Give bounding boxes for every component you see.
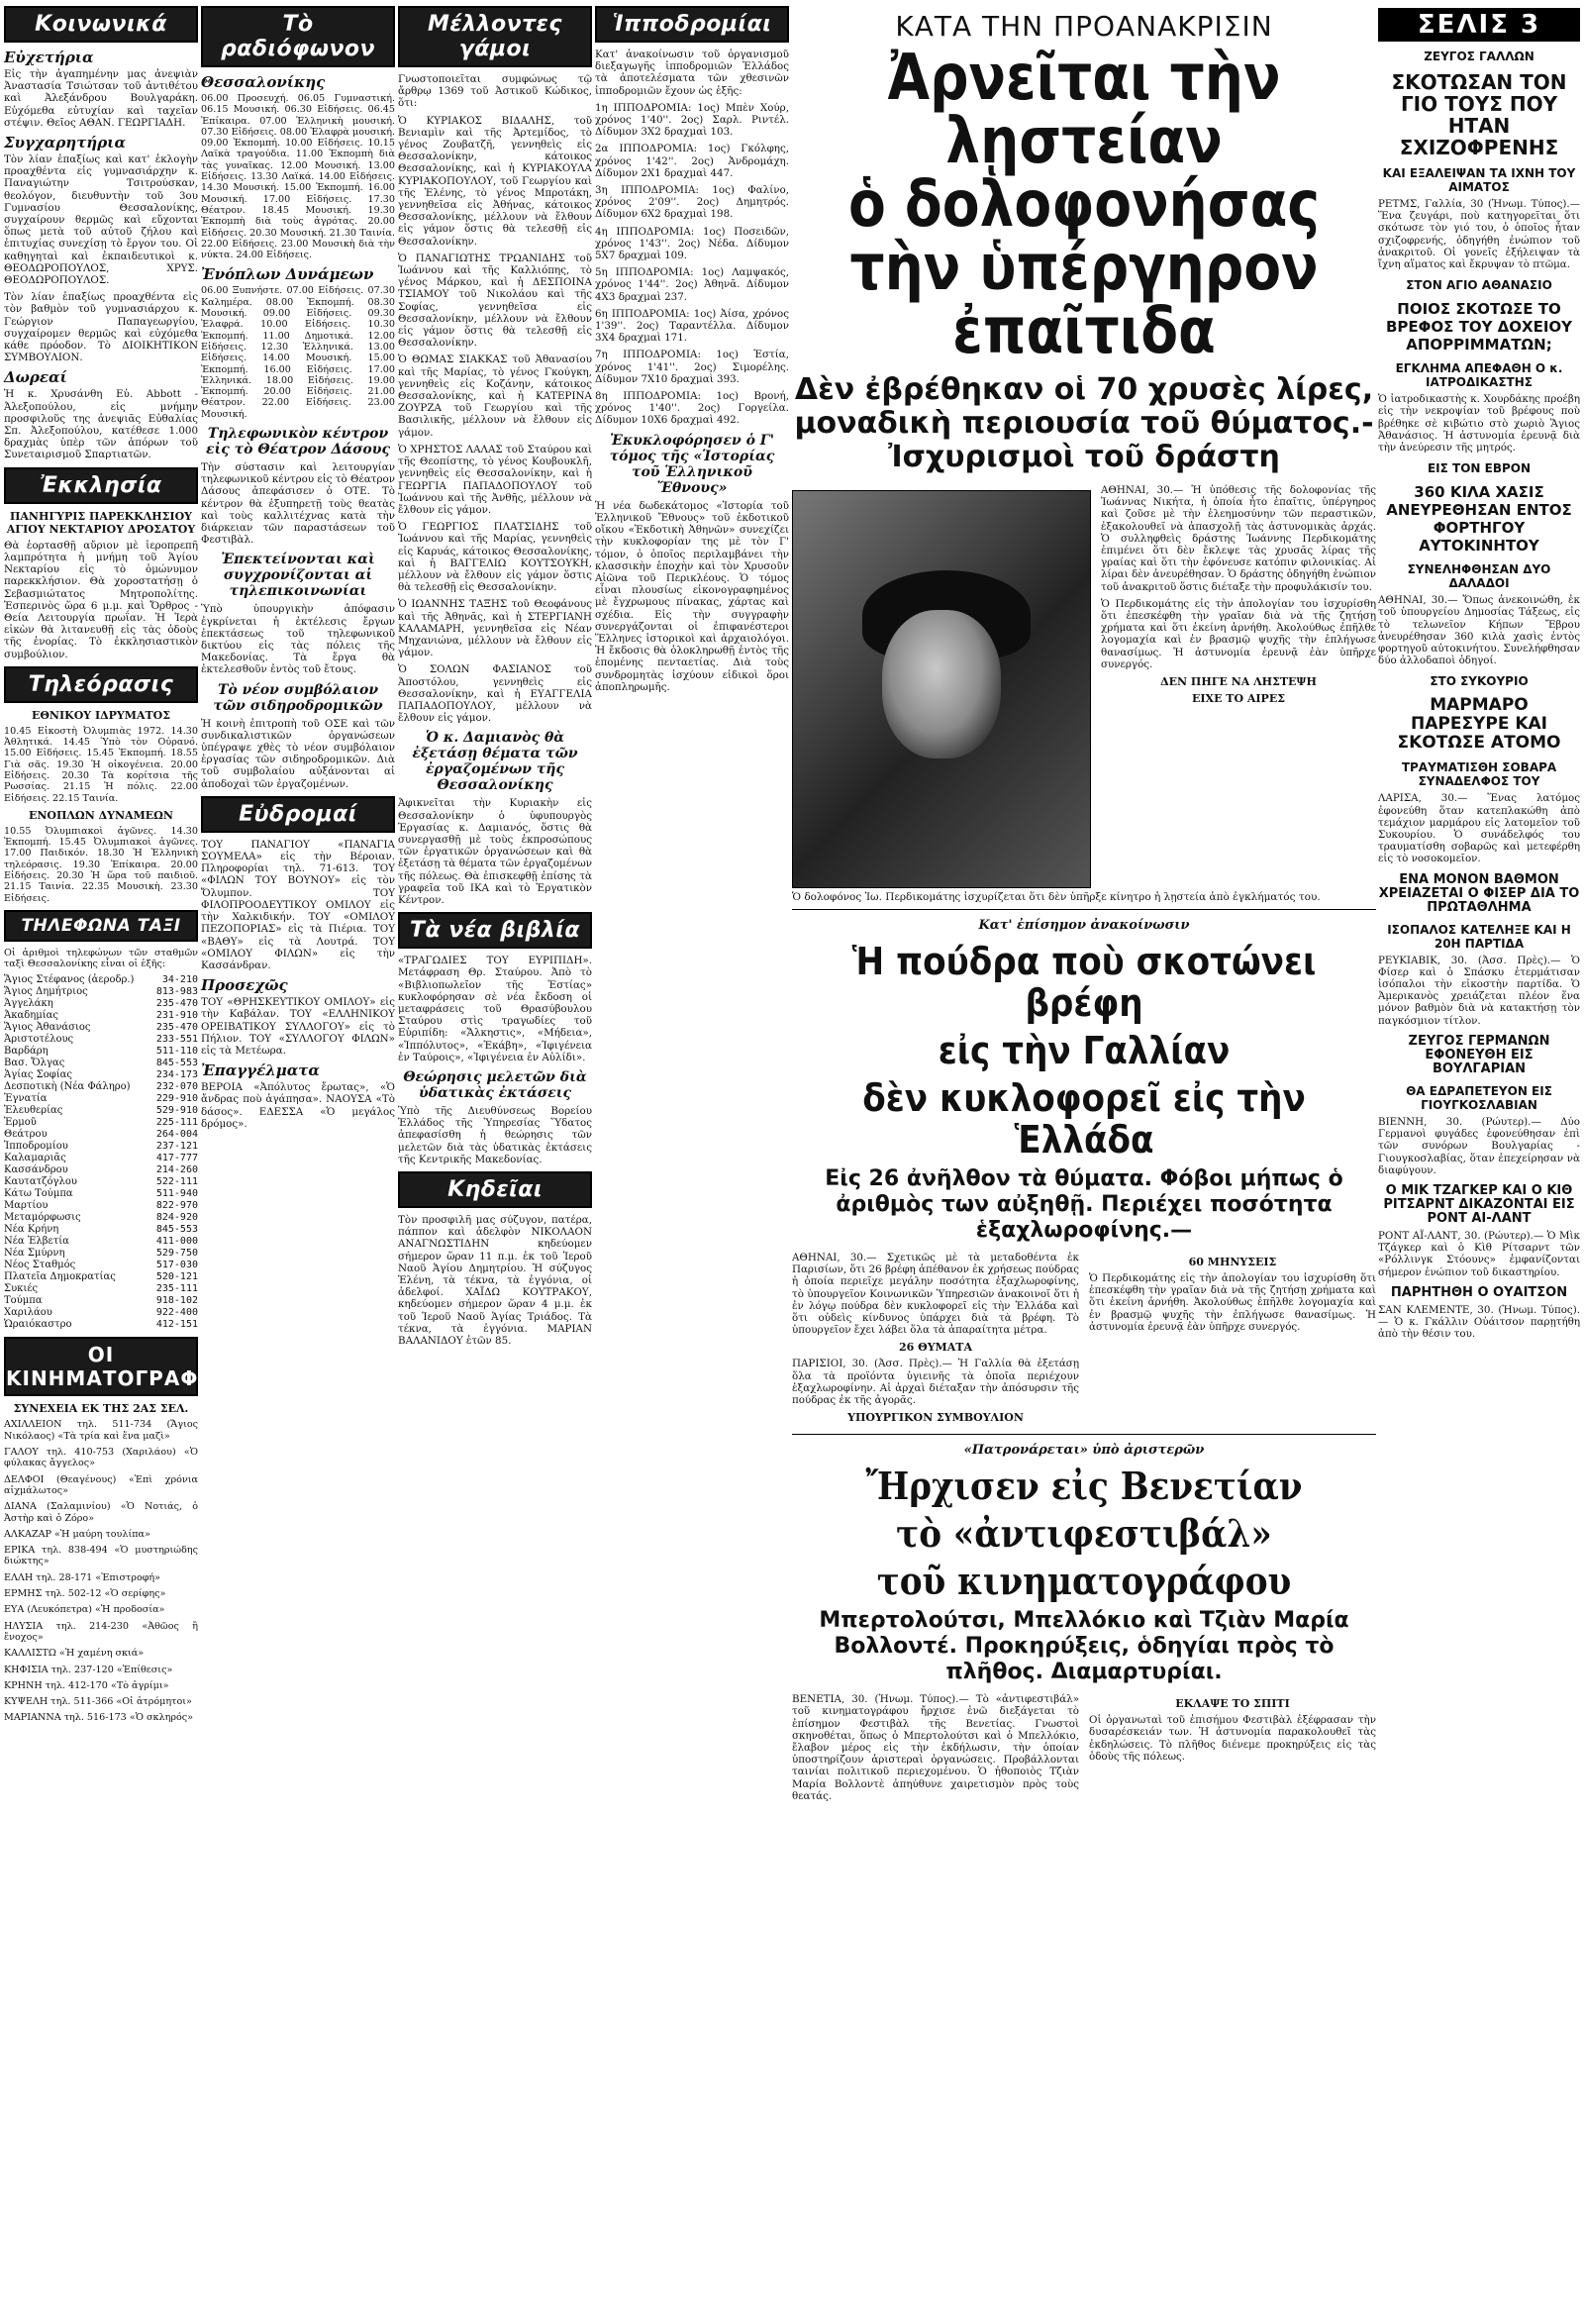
brief1-sub: ΚΑΙ ΕΞΑΛΕΙΨΑΝ ΤΑ ΙΧΝΗ ΤΟΥ ΑΙΜΑΤΟΣ [1382,166,1576,194]
article-title-telecom: Ἐπεκτείνονται καὶ συγχρονίζονται αἱ τηλεπικοινωνίαι [221,552,375,600]
taxi-phone: 235-470 [155,998,198,1010]
brief7-headline: Ο ΜΙΚ ΤΖΑΓΚΕΡ ΚΑΙ Ο ΚΙΘ ΡΙΤΣΑΡΝΤ ΔΙΚΑΖΟΝΤΑΙ ΕΙΣ ΡΟΝΤ ΑΙ-ΛΑΝΤ [1383,1182,1575,1226]
taxi-station: Ἄγιος Δημήτριος [4,986,88,998]
section-header-radio: Τὸ ραδιόφωνον [201,6,395,67]
section-header-cinema: ΟΙ ΚΙΝΗΜΑΤΟΓΡΑΦΟΙ [4,1337,198,1396]
taxi-row [4,1105,198,1117]
taxi-row [4,1153,198,1164]
taxi-row [4,1046,198,1058]
venice-headline-line-3: τοῦ κινηματογράφου [876,1559,1292,1604]
wedding-notice: Ὁ ΠΑΝΑΓΙΩΤΗΣ ΤΡΩΑΝΙΔΗΣ τοῦ Ἰωάννου καὶ τῆς Καλλιόπης, τὸ γένος Μάρκου, καὶ ἡ ΔΕΣΠΟΙΝΑ ΤΣΙΑΜΟΥ τοῦ Νικολάου καὶ τῆς Σοφίας, γεννηθεῖσα εἰς Θεσσαλονίκην, μέλλουν νὰ ἔλθουν εἰς γάμον ὅστις θὰ τελεσθῇ εἰς Θεσσαλονίκην. [398,252,592,350]
taxi-phone: 918-102 [155,1295,198,1307]
races-list [595,102,789,427]
brief3-headline: 360 ΚΙΛΑ ΧΑΣΙΣ ΑΝΕΥΡΕΘΗΣΑΝ ΕΝΤΟΣ ΦΟΡΤΗΓΟΥ ΑΥΤΟΚΙΝΗΤΟΥ [1386,483,1572,556]
taxi-station: Ἁγίας Σοφίας [4,1069,73,1081]
cinema-listing: ΔΕΛΦΟΙ (Θεαγένους) «Ἐπὶ χρόνια αἰχμάλωτος» [4,1473,198,1496]
subheading-syncharitiria: Συγχαρητήρια [4,134,126,152]
taxi-phone: 824-920 [155,1212,198,1224]
taxi-station: Θεάτρου [4,1129,48,1141]
taxi-phone: 845-553 [155,1224,198,1236]
powder-subhead-victims: 26 ΘΥΜΑΤΑ [898,1341,972,1355]
section-header-vivlia: Τὰ νέα βιβλία [398,912,592,949]
wedding-notice: Ὁ ΚΥΡΙΑΚΟΣ ΒΙΔΑΛΗΣ, τοῦ Βενιαμὶν καὶ τῆς Ἀρτεμίδος, τὸ γένος Ζουβατζῆ, γεννηθεὶς εἰς Θεσσαλονίκην, κάτοικος Θεσσαλονίκης, καὶ ἡ ΚΥΡΙΑΚΟΥΛΑ ΚΥΡΙΑΚΟΠΟΥΛΟΥ, τοῦ Γεωργίου καὶ τῆς Ἑλένης, τὸ γένος Μπροτάκη, γεννηθεῖσα εἰς Ἀθήνας, κάτοικος Θεσσαλονίκης, μέλλουν νὰ ἔλθουν εἰς γάμον ὅστις θὰ τελεσθῇ εἰς Θεσσαλονίκην. [398,114,592,248]
taxi-phone: 235-470 [155,1022,198,1034]
taxi-station: Τούμπα [4,1295,43,1307]
brief5-text: ΡΕΥΚΙΑΒΙΚ, 30. (Ἀσσ. Πρὲς).— Ὁ Φίσερ καὶ ὁ Σπάσκυ ἐτερμάτισαν ἰσόπαλοι τὴν εἰκοστὴν παρτίδα. Ὁ Ἀμερικανὸς χρειάζεται πλέον ἕνα μόνον βαθμὸν διὰ νὰ κατακτήσῃ τὸν παγκόσμιον τίτλον. [1378,954,1580,1027]
lead-headline-line-2: ὁ δολοφονήσας [847,168,1321,242]
race-result: 2α ΙΠΠΟΔΡΟΜΙΑ: 1ος) Γκόλφης, χρόνος 1'42''. 2ος) Ἀνδρομάχη. Δίδυμον 2Χ1 δραχμαὶ 447. [595,143,789,179]
powder-col-right [1089,1252,1376,1428]
race-result: 6η ΙΠΠΟΔΡΟΜΙΑ: 1ος) Ἀίσα, χρόνος 1'39''. 2ος) Ταραντέλλα. Δίδυμον 3Χ4 δραχμαὶ 171. [595,307,789,345]
taxi-row [4,1081,198,1093]
text-syncharitiria: Τὸν λίαν ἐπαξίως καὶ κατ' ἐκλογὴν προαχθέντα εἰς γυμνασιάρχην κ. Παναγιώτην Τσιτρούσκαν, θεολόγον, διευθυντὴν τοῦ 3ου Γυμνασίου Θεσσαλονίκης, συγχαίρουν θερμῶς καὶ εὔχονται ὅπως μετὰ τοῦ αὐτοῦ ζήλου καὶ ἐπιτυχίας συνεχίσῃ τὸ ἔργον του. Οἱ καθηγηταὶ καὶ ἐκπαιδευτικοὶ κ. ΘΕΟΔΩΡΟΠΟΥΛΟΣ, ΧΡΥΣ. ΘΕΟΔΩΡΟΠΟΥΛΟΣ. [4,153,198,287]
taxi-station: Νέος Σταθμός [4,1260,76,1271]
race-result: 3η ΙΠΠΟΔΡΟΜΙΑ: 1ος) Φαλίνο, χρόνος 2'09''. 2ος) Δημητρός. Δίδυμον 6Χ2 δραχμαὶ 198. [595,184,789,221]
taxi-row [4,1307,198,1319]
taxi-station: Ἅγιος Ἀθανάσιος [4,1022,91,1034]
brief1-headline: ΣΚΟΤΩΣΑΝ ΤΟΝ ΓΙΟ ΤΟΥΣ ΠΟΥ ΗΤΑΝ ΣΧΙΖΟΦΡΕΝΗΣ [1391,70,1567,159]
radio-subheading-1: Θεσσαλονίκης [201,73,326,91]
taxi-phone: 813-983 [155,986,198,998]
taxi-row [4,1224,198,1236]
taxi-row [4,1188,198,1200]
taxi-list [4,974,198,1331]
article-text-telecom: Ὑπὸ ὑπουργικὴν ἀπόφασιν ἐγκρίνεται ἡ ἐκτέλεσις ἔργων ἐπεκτάσεως τοῦ τηλεφωνικοῦ δικτύου εἰς τὰς πόλεις τῆς Μακεδονίας. Τὰ ἔργα θὰ ἐκτελεσθοῦν ἐντὸς τοῦ ἔτους. [201,603,395,676]
brief3-text: ΑΘΗΝΑΙ, 30.— Ὅπως ἀνεκοινώθη, ἐκ τοῦ ὑπουργείου Δημοσίας Τάξεως, εἰς τὸ τελωνεῖον Κήπων Ἔβρου ἀνευρέθησαν 360 κιλὰ χασὶς ἐντὸς φορτηγοῦ αὐτοκινήτου. Συνελήφθησαν δύο ἀλλοδαποὶ ὁδηγοί. [1378,594,1580,667]
radio-program-1: 06.00 Προσευχή. 06.05 Γυμναστική. 06.15 Μουσική. 06.30 Εἰδήσεις. 06.45 Ἐπίκαιρα. 07.00 Ἑλληνικὴ μουσική. 07.30 Εἰδήσεις. 08.00 Ἐλαφρὰ μουσική. 09.00 Ἐκπομπή. 10.00 Εἰδήσεις. 10.15 Λαϊκὰ τραγούδια. 11.00 Ἐκπομπὴ διὰ τὰς γυναῖκας. 12.00 Μουσική. 13.00 Εἰδήσεις. 13.30 Λαϊκά. 14.00 Εἰδήσεις. 14.30 Μουσική. 15.00 Ἐκπομπή. 16.00 Μουσική. 17.00 Εἰδήσεις. 17.30 Θέατρον. 18.45 Μουσική. 19.30 Ἐκπομπὴ διὰ τοὺς ἀγρότας. 20.00 Εἰδήσεις. 20.30 Μουσική. 21.30 Ταινία. 22.00 Εἰδήσεις. 23.00 Μουσικὴ διὰ τὴν νύκτα. 24.00 Εἰδήσεις. [201,93,395,261]
cinema-listing: ΔΙΑΝΑ (Σαλαμινίου) «Ὁ Νοτιάς, ὁ Ἀστὴρ καὶ ὁ Ζόρο» [4,1501,198,1524]
article-title-telephone-center: Τηλεφωνικὸν κέντρον εἰς τὸ Θέατρον Δάσους [206,426,390,458]
text-ekklisia: Θὰ ἑορτασθῇ αὔριον μὲ ἱεροπρεπῆ λαμπρότητα ἡ μνήμη τοῦ Ἁγίου Νεκταρίου εἰς τὸ ὁμώνυμον παρεκκλήσιον. Θὰ χοροστατήσῃ ὁ Σεβασμιώτατος Μητροπολίτης. Ἑσπερινὸς ὥρα 6 μ.μ. καὶ Ὄρθρος - Θεία Λειτουργία πρωΐαν. Ἡ Ἱερὰ εἰκὼν θὰ λιτανευθῇ εἰς τὰς ὁδοὺς τῆς ἐνορίας. Τὸ ἐκκλησιαστικὸν συμβούλιον. [4,539,198,660]
venice-label: «Πατρονάρεται» ὑπὸ ἀριστερῶν [963,1443,1205,1459]
cinema-listing: ΕΡΜΗΣ τηλ. 502-12 «Ὁ σερίφης» [4,1588,166,1600]
taxi-phone: 517-030 [155,1260,198,1271]
taxi-station: Ἐγνατία [4,1093,48,1105]
tv-subheading-1: ΕΘΝΙΚΟΥ ΙΔΡΥΜΑΤΟΣ [31,708,171,722]
page-number-logo: ΣΕΛΙΣ 3 [1378,8,1580,42]
taxi-row [4,1236,198,1248]
taxi-station: Ὡραιόκαστρο [4,1319,72,1331]
article-title-melete: Θεώρησις μελετῶν διὰ ὑδατικὰς ἐκτάσεις [403,1069,587,1102]
taxi-phone: 411-000 [155,1236,198,1248]
powder-headline-line-3: δὲν κυκλοφορεῖ εἰς τὴν Ἑλλάδα [862,1076,1306,1162]
column-3 [398,0,592,2324]
brief2-sub: ΕΓΚΛΗΜΑ ΑΠΕΦΑΘΗ Ο κ. ΙΑΤΡΟΔΙΚΑΣΤΗΣ [1395,361,1563,390]
photo-caption: Ὁ δολοφόνος Ἰω. Περδικομάτης ἰσχυρίζεται ὅτι δὲν ὑπῆρξε κίνητρο ἡ λῃστεία ἀπὸ ἐγκλήματός του. [792,891,1321,903]
brief4-sub: ΤΡΑΥΜΑΤΙΣΘΗ ΣΟΒΑΡΑ ΣΥΝΑΔΕΛΦΟΣ ΤΟΥ [1401,760,1557,789]
powder-headline-line-2: εἰς τὴν Γαλλίαν [938,1029,1231,1072]
taxi-phone: 822-970 [155,1200,198,1212]
taxi-row [4,1034,198,1046]
lead-deck: Δὲν ἐβρέθηκαν οἱ 70 χρυσὲς λίρες, μοναδικὴ περιουσία τοῦ θύματος.- Ἰσχυρισμοὶ τοῦ δράστη [794,372,1374,474]
race-result: 1η ΙΠΠΟΔΡΟΜΙΑ: 1ος) Μπὲν Χούρ, χρόνος 1'40''. 2ος) Σαρλ. Ριντέλ. Δίδυμον 3Χ2 δραχμαὶ 103. [595,101,789,139]
section-header-tileorasis: Τηλεόρασις [4,666,198,703]
taxi-row [4,1200,198,1212]
article-text-damianos: Ἀφικνεῖται τὴν Κυριακὴν εἰς Θεσσαλονίκην ὁ ὑφυπουργὸς Ἐργασίας κ. Δαμιανός, ὅστις θὰ συνεργασθῇ μὲ τοὺς ἐκπροσώπους τῶν ἐργατικῶν ὀργανώσεων καὶ θὰ ἐξετάσῃ τὰ θέματα τῶν ἐργαζομένων τῆς πόλεως. Θὰ ἐπισκεφθῇ ἐπίσης τὰ γραφεῖα τοῦ ΙΚΑ καὶ τὸ Ἐργατικὸν Κέντρον. [398,797,592,906]
taxi-row [4,998,198,1010]
column-2 [201,0,395,2324]
wedding-notice: Ὁ ΣΟΛΩΝ ΦΑΣΙΑΝΟΣ τοῦ Ἀποστόλου, γεννηθεὶς εἰς Θεσσαλονίκην, καὶ ἡ ΕΥΑΓΓΕΛΙΑ ΠΑΠΑΔΟΠΟΥΛΟΥ, μέλλουν νὰ ἔλθουν εἰς γάμον. [398,663,592,725]
taxi-station: Χαριλάου [4,1307,52,1319]
cinema-listing: ΜΑΡΙΑΝΝΑ τηλ. 516-173 «Ὁ σκληρός» [4,1712,194,1724]
cinema-listing: ΚΗΦΙΣΙΑ τηλ. 237-120 «Ἐπίθεσις» [4,1664,173,1675]
taxi-row [4,1212,198,1224]
taxi-station: Νέα Κρήνη [4,1224,59,1236]
taxi-station: Καυτατζόγλου [4,1176,77,1188]
tv-subheading-2: ΕΝΟΠΛΩΝ ΔΥΝΑΜΕΩΝ [28,808,173,822]
lead-subhead-1: ΔΕΝ ΠΗΓΕ ΝΑ ΛΗΣΤΕΨΗ [1160,675,1317,689]
brief2-headline: ΠΟΙΟΣ ΣΚΟΤΩΣΕ ΤΟ ΒΡΕΦΟΣ ΤΟΥ ΔΟΧΕΙΟΥ ΑΠΟΡΡΙΜΜΑΤΩΝ; [1385,300,1573,354]
text-prosechos: ΤΟΥ «ΘΡΗΣΚΕΥΤΙΚΟΥ ΟΜΙΛΟΥ» εἰς τὴν Καβάλαν. ΤΟΥ «ΕΛΛΗΝΙΚΟΥ ΟΡΕΙΒΑΤΙΚΟΥ ΣΥΛΛΟΓΟΥ» εἰς τὸ Πήλιον. ΤΟΥ «ΣΥΛΛΟΓΟΥ ΦΙΛΩΝ» εἰς τὰ Μετέωρα. [201,996,395,1057]
taxi-phone: 845-553 [155,1058,198,1069]
taxi-station: Ἅγιος Στέφανος (ἀεροδρ.) [4,974,135,986]
taxi-row [4,1069,198,1081]
section-header-ippodromiai: Ἱπποδρομίαι [595,6,789,43]
taxi-phone: 417-777 [155,1153,198,1164]
article-text-istoria: Ἡ νέα δωδεκάτομος «Ἱστορία τοῦ Ἑλληνικοῦ Ἔθνους» τοῦ ἐκδοτικοῦ οἴκου «Ἐκδοτικὴ Ἀθηνῶν» συνεχίζει τὴν κυκλοφορίαν της μὲ τὸν Γ' τόμον, ὁ ὁποῖος περιλαμβάνει τὴν κλασσικὴν ἐποχὴν καὶ τὸν Χρυσοῦν Αἰῶνα τοῦ Περικλέους. Ὁ τόμος εἶναι πλουσίως εἰκονογραφημένος μὲ ἔγχρωμους πίνακας, χάρτας καὶ σχέδια. Εἰς τὴν συγγραφὴν συνεργάζονται οἱ ἐπιφανέστεροι Ἕλληνες ἱστορικοὶ καὶ ἀρχαιολόγοι. Ἡ ἔκδοσις θὰ ὁλοκληρωθῇ ἐντὸς τῆς ἑπομένης πενταετίας. Διὰ τοὺς συνδρομητὰς ἰσχύουν εἰδικοὶ ὅροι ἀποπληρωμῆς. [595,499,789,693]
brief1-text: ΡΕΤΜΣ, Γαλλία, 30 (Ἡνωμ. Τύπος).— Ἕνα ζευγάρι, ποὺ κατηγορεῖται ὅτι σκότωσε τὸν γιό του, ὁ ὁποῖος ἦταν σχιζοφρενής, ὁδηγήθη ἐνώπιον τοῦ ἀνακριτοῦ. Οἱ γονεῖς ἐξήλειψαν τὰ ἴχνη αἵματος καὶ ἔκρυψαν τὸ πτῶμα. [1378,198,1580,271]
wedding-notice: Ὁ ΧΡΗΣΤΟΣ ΛΑΛΑΣ τοῦ Σταύρου καὶ τῆς Θεοπίστης, τὸ γένος Κουβουκλῆ, γεννηθεὶς εἰς Θεσσαλονίκην, καὶ ἡ ΓΕΩΡΓΙΑ ΠΑΠΑΔΟΠΟΥΛΟΥ τοῦ Ἰωάννου καὶ τῆς Ἀνθῆς, μέλλουν νὰ ἔλθουν εἰς γάμον. [398,443,592,516]
race-result: 7η ΙΠΠΟΔΡΟΜΙΑ: 1ος) Ἑστία, χρόνος 1'41''. 2ος) Σιμορέλης. Δίδυμον 7Χ10 δραχμαὶ 393. [595,349,789,385]
taxi-row [4,1117,198,1129]
taxi-station: Βασ. Ὄλγας [4,1058,65,1069]
taxi-station: Κασσάνδρου [4,1164,68,1176]
lead-right-text [1101,484,1376,888]
taxi-phone: 214-260 [155,1164,198,1176]
taxi-phone: 233-551 [155,1034,198,1046]
lead-subhead-2: ΕΙΧΕ ΤΟ ΑΙΡΕΣ [1192,692,1285,706]
venice-col-left [792,1693,1079,1807]
tv-program-2: 10.55 Ὀλυμπιακοὶ ἀγῶνες. 14.30 Ἐκπομπή. 15.45 Ὀλυμπιακοὶ ἀγῶνες. 17.00 Παιδικόν. 18.30 Ἡ Ἑλληνικὴ τηλεόρασις. 19.30 Ἐπίκαιρα. 20.00 Εἰδήσεις. 20.30 Ἡ ὥρα τοῦ παιδιοῦ. 21.15 Ταινία. 22.35 Μουσικὴ. 23.30 Εἰδήσεις. [4,825,198,904]
venice-deck: Μπερτολούτσι, Μπελλόκιο καὶ Τζιὰν Μαρία Βολλοντέ. Προκηρύξεις, ὁδηγίαι πρὸς τὸ πλῆθος. Διαμαρτυρίαι. [819,1608,1349,1685]
subheading-prosechos: Προσεχῶς [201,976,288,995]
cinema-listing: ΕΛΛΗ τηλ. 28-171 «Ἐπιστροφή» [4,1571,161,1583]
divider-2 [792,1434,1376,1435]
taxi-phone: 231-910 [155,1010,198,1022]
lead-kicker: ΚΑΤΑ ΤΗΝ ΠΡΟΑΝΑΚΡΙΣΙΝ [895,10,1273,43]
text-dorea: Ἡ κ. Χρυσάνθη Εὐ. Abbott - Ἀλεξοπούλου, εἰς μνήμην προσφιλοῦς της ἀνεψιᾶς Εὐθαλίας Σπ. Ἀλεξοπούλου, κατέθεσε 1.000 δραχμὰς ὑπὲρ τῶν ἀπόρων τοῦ Συνεταιρισμοῦ Σπαρτιατῶν. [4,388,198,461]
article-text-telephone-center: Τὴν σύστασιν καὶ λειτουργίαν τηλεφωνικοῦ κέντρου εἰς τὸ Θέατρον Δάσους ἀπεφάσισεν ὁ ΟΤΕ. Τὸ κέντρον θὰ ἐξυπηρετῇ τοὺς θεατὰς καὶ τοὺς καλλιτέχνας κατὰ τὴν διάρκειαν τῶν παραστάσεων τοῦ Φεστιβὰλ. [201,461,395,547]
ippodromiai-intro: Κατ' ἀνακοίνωσιν τοῦ ὀργανισμοῦ διεξαγωγῆς ἱπποδρομιῶν Ἑλλάδος τὰ ἀποτελέσματα τῶν χθεσινῶν ἱπποδρομιῶν ἔχουν ὡς ἑξῆς: [595,49,789,97]
article-text-melete: Ὑπὸ τῆς Διευθύνσεως Βορείου Ἑλλάδος τῆς Ὑπηρεσίας Ὕδατος ἀπεφασίσθη ἡ θεώρησις τῶν μελετῶν διὰ τὰς ὑδατικὰς ἐκτάσεις τῆς Κεντρικῆς Μακεδονίας. [398,1105,592,1165]
section-header-taxi: ΤΗΛΕΦΩΝΑ ΤΑΞΙ [4,910,198,942]
brief5-headline: ΕΝΑ ΜΟΝΟΝ ΒΑΘΜΟΝ ΧΡΕΙΑΖΕΤΑΙ Ο ΦΙΣΕΡ ΔΙΑ ΤΟ ΠΡΩΤΑΘΛΗΜΑ [1378,871,1580,915]
brief6-text: ΒΙΕΝΝΗ, 30. (Ρώυτερ).— Δύο Γερμανοὶ φυγάδες ἐφονεύθησαν ἐπὶ τῶν συνόρων Βουλγαρίας - Γιουγκοσλαβίας, ὅταν ἐπεχείρησαν νὰ διαφύγουν. [1378,1115,1580,1176]
wedding-notice: Ὁ ΘΩΜΑΣ ΣΙΑΚΚΑΣ τοῦ Ἀθανασίου καὶ τῆς Μαρίας, τὸ γένος Γκούγκη, γεννηθεὶς εἰς Κοζάνην, κάτοικος Θεσσαλονίκης, καὶ ἡ ΚΑΤΕΡΙΝΑ ΖΟΥΡΖΑ τοῦ Γεωργίου καὶ τῆς Βασιλικῆς, μέλλουν νὰ ἔλθουν εἰς γάμον. [398,354,592,439]
taxi-phone: 229-910 [155,1093,198,1105]
column-1 [4,0,225,2324]
radio-subheading-2: Ἐνόπλων Δυνάμεων [201,265,374,284]
text-ekdromes: ΤΟΥ ΠΑΝΑΓΙΟΥ «ΠΑΝΑΓΙΑ ΣΟΥΜΕΛΑ» εἰς τὴν Βέροιαν. Πληροφορίαι τηλ. 71-613. ΤΟΥ «ΦΙΛΩΝ ΤΟΥ ΒΟΥΝΟΥ» εἰς τὸν Ὄλυμπον. ΤΟΥ ΦΙΛΟΠΡΟΟΔΕΥΤΙΚΟΥ ΟΜΙΛΟΥ εἰς τὴν Χαλκιδικήν. ΤΟΥ «ΟΜΙΛΟΥ ΠΕΖΟΠΟΡΙΑΣ» εἰς τὰ Πιέρια. ΤΟΥ «ΒΑΘΥ» εἰς τὰ Λουτρά. ΤΟΥ «ΟΜΙΛΟΥ ΦΙΛΩΝ» εἰς τὴν Κασσάνδραν. [201,838,395,971]
taxi-row [4,1129,198,1141]
text-kideiai: Τὸν προσφιλῆ μας σύζυγον, πατέρα, πάππον καὶ ἀδελφὸν ΝΙΚΟΛΑΟΝ ΑΝΑΓΝΩΣΤΙΔΗΝ κηδεύομεν σήμερον ὥραν 11 π.μ. ἐκ τοῦ Ἱεροῦ Ναοῦ Ἁγίου Δημητρίου. Ἡ σύζυγος Ἑλένη, τὰ τέκνα, τὰ ἐγγόνια, οἱ ἀδελφοί. ΧΑΪΔΩ ΚΟΥΤΡΑΚΟΥ, κηδεύομεν σήμερον ὥραν 4 μ.μ. ἐκ τοῦ Ἱεροῦ Ναοῦ Ἁγίας Τριάδος. Τὰ τέκνα, τὰ ἐγγόνια. ΜΑΡΙΑΝ ΒΑΛΑΝΙΔΟΥ ἐτῶν 85. [398,1214,592,1348]
cinema-listing: ΚΥΨΕΛΗ τηλ. 511-366 «Οἱ ἀτρόμητοι» [4,1696,192,1708]
taxi-row [4,1176,198,1188]
taxi-station: Ἀριστοτέλους [4,1034,74,1046]
tv-program-1: 10.45 Εἰκοστὴ Ὀλυμπιὰς 1972. 14.30 Ἀθλητικά. 14.45 Ὑπὸ τὸν Οὐρανό. 15.00 Εἰδήσεις. 15.45 Ἐκπομπή. 18.55 Γιὰ σᾶς. 19.30 Ἡ οἰκογένεια. 20.00 Εἰδήσεις. 20.30 Τὰ κορίτσια τῆς Ρωσσίας. 21.15 Ἡ πόλις. 22.00 Εἰδήσεις. 22.15 Ταινία. [4,725,198,804]
taxi-phone: 529-750 [155,1248,198,1260]
brief6-sub: ΘΑ ΕΔΡΑΠΕΤΕΥΟΝ ΕΙΣ ΓΙΟΥΓΚΟΣΛΑΒΙΑΝ [1406,1083,1552,1112]
taxi-phone: 412-151 [155,1319,198,1331]
taxi-phone: 922-400 [155,1307,198,1319]
article-text-railway: Ἡ κοινὴ ἐπιτροπὴ τοῦ ΟΣΕ καὶ τῶν συνδικαλιστικῶν ὀργανώσεων ὑπέγραψε χθὲς τὸ νέον συμβόλαιον ἐργασίας τῶν σιδηροδρομικῶν. Διὰ τοῦ συμβολαίου αὐξάνονται αἱ ἀποδοχαὶ τῶν ἐργαζομένων. [201,717,395,790]
article-title-istoria: Ἐκυκλοφόρησεν ὁ Γ' τόμος τῆς «Ἱστορίας τοῦ Ἑλληνικοῦ Ἔθνους» [609,432,775,496]
cinema-subheading: ΣΥΝΕΧΕΙΑ ΕΚ ΤΗΣ 2ΑΣ ΣΕΛ. [13,1402,189,1416]
venice-headline-line-1: Ἤρχισεν εἰς Βενετίαν [865,1464,1303,1509]
venice-subhead: ΕΚΛΑΨΕ ΤΟ ΣΠΙΤΙ [1175,1697,1290,1711]
taxi-phone: 237-121 [155,1141,198,1153]
venice-headline-line-2: τὸ «ἀντιφεστιβάλ» [896,1511,1272,1557]
brief1-kicker: ΖΕΥΓΟΣ ΓΑΛΛΩΝ [1424,50,1534,63]
taxi-phone: 34-210 [161,974,198,986]
taxi-row [4,1022,198,1034]
powder-text-2: ΠΑΡΙΣΙΟΙ, 30. (Ἀσσ. Πρὲς).— Ἡ Γαλλία θὰ ἐξετάσῃ ὅλα τὰ προϊόντα ὑγιεινῆς τὰ ὁποῖα περιέχουν ἑξαχλωροφίνην. Αἱ ἀρχαὶ διέταξαν τὴν ἀπόσυρσιν τῆς πούδρας ἐκ τῆς ἀγορᾶς. [792,1358,1079,1407]
taxi-phone: 511-110 [155,1046,198,1058]
taxi-phone: 235-111 [155,1283,198,1295]
powder-col-left [792,1252,1079,1428]
taxi-station: Συκιές [4,1283,39,1295]
taxi-station: Ἀκαδημίας [4,1010,59,1022]
taxi-station: Ἀγγελάκη [4,998,53,1010]
subheading-dorea: Δωρεαί [4,368,67,387]
cinema-listing: ΕΥΑ (Λευκόπετρα) «Ἡ προδοσία» [4,1604,165,1616]
brief8-headline: ΠΑΡΗΤΗΘΗ Ο ΟΥΑΙΤΣΟΝ [1390,1284,1568,1300]
taxi-station: Ἰπποδρομίου [4,1141,68,1153]
brief3-kicker: ΕΙΣ ΤΟΝ ΕΒΡΟΝ [1427,461,1532,476]
column-lead [792,0,1376,2324]
race-result: 8η ΙΠΠΟΔΡΟΜΙΑ: 1ος) Βρονή, χρόνος 1'40''. 2ος) Γοργείλα. Δίδυμον 10Χ6 δραχμαὶ 492. [595,390,789,427]
powder-subhead-council: ΥΠΟΥΡΓΙΚΟΝ ΣΥΜΒΟΥΛΙΟΝ [847,1411,1024,1425]
lead-story-text-2: Ὁ Περδικομάτης εἰς τὴν ἀπολογίαν του ἰσχυρίσθη ὅτι ἐπεσκέφθη τὴν γραῖαν διὰ νὰ τῆς ζητήσῃ χρήματα καὶ ὅτι ἐκείνη ἀρνήθη. Ἀκολούθως ἐπῆλθε λογομαχία καὶ ἐν βρασμῷ ψυχῆς τὴν ἐπλήγωσε θανασίμως. Ἡ ἀστυνομία ἐρευνᾷ ἐὰν ὑπῆρχε συνεργός. [1101,597,1376,670]
taxi-station: Ἑλευθερίας [4,1105,63,1117]
powder-text-right: Ὁ Περδικομάτης εἰς τὴν ἀπολογίαν του ἰσχυρίσθη ὅτι ἐπεσκέφθη τὴν γραῖαν διὰ νὰ τῆς ζητήσῃ χρήματα καὶ ὅτι ἐκείνη ἀρνήθη. Ἀκολούθως ἐπῆλθε λογομαχία καὶ ἐν βρασμῷ ψυχῆς τὴν ἐπλήγωσε θανασίμως. Ἡ ἀστυνομία ἐρευνᾷ ἐὰν ὑπῆρχε συνεργός. [1089,1272,1376,1333]
suspect-photo [792,490,1091,888]
powder-body [792,1252,1376,1428]
section-header-kideiai: Κηδεῖαι [398,1171,592,1208]
lead-story-text: ΑΘΗΝΑΙ, 30.— Ἡ ὑπόθεσις τῆς δολοφονίας τῆς Ἰωάννας Νικήτα, ἡ ὁποία ἦτο ἐπαῖτις, ὑπέργηρος καὶ ζοῦσε μὲ τὴν ἐλεημοσύνην τῶν περαστικῶν, ἐξακολουθεῖ νὰ ἀπασχολῇ τὰς ἀστυνομικὰς ἀρχάς. Ὁ συλληφθεὶς δράστης Ἰωάννης Περδικομάτης ἐπιμένει ὅτι δὲν ἔκλεψε τὰς χρυσᾶς λίρας τῆς γραίας καὶ ὅτι τὴν ἐφόνευσε κατόπιν φιλονικίας. Αἱ λίραι δὲν ἀνευρέθησαν. Ὁ δράστης ὁδηγήθη ἐνώπιον τοῦ ἀνακριτοῦ ὅστις διέταξε τὴν προφυλάκισίν του. [1101,484,1376,593]
section-header-koinonika: Κοινωνικά [4,6,198,43]
taxi-row [4,1248,198,1260]
powder-text: ΑΘΗΝΑΙ, 30.— Σχετικῶς μὲ τὰ μεταδοθέντα ἐκ Παρισίων, ὅτι 26 βρέφη ἀπέθανον ἐκ χρήσεως πούδρας ἡ ὁποία περιεῖχε μεγάλην ποσότητα ἑξαχλωροφίνης, τὸ ὑπουργεῖον Κοινωνικῶν Ὑπηρεσιῶν ἀνακοινοῖ ὅτι ἡ ἐν λόγῳ πούδρα δὲν κυκλοφορεῖ εἰς τὴν Ἑλλάδα καὶ ὅτι οὐδεὶς κίνδυνος ὑπάρχει διὰ τὰ βρέφη. Τὸ ὑπουργεῖον ἔχει λάβει ὅλα τὰ ἀπαραίτητα μέτρα. [792,1252,1079,1337]
taxi-row [4,1271,198,1283]
lead-body [792,484,1376,888]
column-4 [595,0,789,2324]
cinema-listing: ΗΛΥΣΙΑ τηλ. 214-230 «Ἀθῶος ἢ ἔνοχος» [4,1620,198,1643]
taxi-station: Νέα Σμύρνη [4,1248,65,1260]
section-header-eudromai: Εὐδρομαί [201,796,395,833]
brief2-kicker: ΣΤΟΝ ΑΓΙΟ ΑΘΑΝΑΣΙΟ [1406,278,1552,293]
brief6-headline: ΖΕΥΓΟΣ ΓΕΡΜΑΝΩΝ ΕΦΟΝΕΥΘΗ ΕΙΣ ΒΟΥΛΓΑΡΙΑΝ [1408,1033,1550,1076]
taxi-phone: 232-070 [155,1081,198,1093]
wedding-notice: Ὁ ΓΕΩΡΓΙΟΣ ΠΛΑΤΣΙΔΗΣ τοῦ Ἰωάννου καὶ τῆς Μαρίας, γεννηθεὶς εἰς Καρυάς, κάτοικος Θεσσαλονίκης, καὶ ἡ ΒΑΓΓΕΛΙΩ ΚΟΥΤΣΟΥΚΗ, μέλλουν νὰ ἔλθουν εἰς γάμον ὅστις θὰ τελεσθῇ εἰς Θεσσαλονίκην. [398,521,592,594]
cinema-listing: ΕΡΙΚΑ τηλ. 838-494 «Ὁ μυστηριώδης διώκτης» [4,1545,198,1567]
lead-headline-line-1: Ἀρνεῖται τὴν λῃστείαν [887,42,1281,178]
cinema-list [4,1419,198,1723]
taxi-intro: Οἱ ἀριθμοὶ τηλεφώνων τῶν σταθμῶν ταξὶ Θεσσαλονίκης εἶναι οἱ ἑξῆς: [4,947,198,970]
venice-col-right [1089,1693,1376,1807]
brief7-text: ΡΟΝΤ ΑΪ-ΛΑΝΤ, 30. (Ρώυτερ).— Ὁ Μὶκ Τζάγκερ καὶ ὁ Κὶθ Ρίτσαρντ τῶν «Ρόλλινγκ Στόουνς» ἐμφανίζονται σήμερον ἐνώπιον τοῦ δικαστηρίου. [1378,1229,1580,1278]
race-result: 5η ΙΠΠΟΔΡΟΜΙΑ: 1ος) Λαμψακός, χρόνος 1'44''. 2ος) Ἀθηνᾶ. Δίδυμον 4Χ3 δραχμαὶ 237. [595,266,789,303]
gamoi-list [398,115,592,725]
powder-headline-line-1: Ἡ πούδρα ποὺ σκοτώνει βρέφη [851,940,1317,1025]
taxi-station: Βαρδάρη [4,1046,49,1058]
taxi-phone: 529-910 [155,1105,198,1117]
cinema-listing: ΚΑΛΛΙΣΤΩ «Ἡ χαμένη σκιά» [4,1648,145,1660]
cinema-listing: ΑΛΚΑΖΑΡ «Ἡ μαύρη τουλίπα» [4,1528,150,1540]
taxi-station: Ἑρμοῦ [4,1117,37,1129]
column-6 [1378,0,1580,2324]
cinema-listing: ΚΡΗΝΗ τηλ. 412-170 «Τὸ ἀγρίμι» [4,1679,169,1691]
cinema-listing: ΑΧΙΛΛΕΙΟΝ τηλ. 511-734 (Ἄγιος Νικόλαος) «Τὰ τρία καὶ ἕνα μαζὶ» [4,1419,198,1442]
taxi-station: Μεταμόρφωσις [4,1212,81,1224]
taxi-row [4,986,198,998]
article-title-damianos: Ὁ κ. Δαμιανὸς θὰ ἐξετάσῃ θέματα τῶν ἐργαζομένων τῆς Θεσσαλονίκης [412,730,578,794]
section-header-ekklisia: Ἐκκλησία [4,467,198,504]
lead-photo-block [792,484,1091,888]
subheading-eucheteria: Εὐχετήρια [4,49,94,66]
taxi-station: Καλαμαριᾶς [4,1153,66,1164]
text-eucheteria: Εἰς τὴν ἀγαπημένην μας ἀνεψιὰν Ἀναστασία Τσιώτσαν τοῦ ἀντιθέτου καὶ Ἀλεξάνδρου Βουλγαράκη. Εὐχόμεθα εὐτυχίαν καὶ ταχεῖαν στέψιν. Θεῖος ΑΘΑΝ. ΓΕΩΡΓΙΑΔΗ. [4,68,198,129]
text-vivlia: «ΤΡΑΓΩΔΙΕΣ ΤΟΥ ΕΥΡΙΠΙΔΗ». Μετάφραση Θρ. Σταύρου. Ἀπὸ τὸ «Βιβλιοπωλεῖον τῆς Ἑστίας» κυκλοφόρησαν σὲ νέα ἔκδοση οἱ μεταφράσεις τοῦ Θρασύβουλου Σταύρου στὶς τραγωδίες τοῦ Εὐριπίδη: «Ἄλκηστις», «Μήδεια», «Ἱππόλυτος», «Ἑκάβη», «Ἰφιγένεια ἐν Ταύροις», «Ἰφιγένεια ἐν Αὐλίδι». [398,955,592,1063]
taxi-row [4,1058,198,1069]
taxi-phone: 225-111 [155,1117,198,1129]
taxi-station: Δεσποτικὴ (Νέα Φάληρο) [4,1081,131,1093]
venice-body [792,1693,1376,1807]
wedding-notice: Ὁ ΙΩΑΝΝΗΣ ΤΑΞΗΣ τοῦ Θεοφάνους καὶ τῆς Ἀθηνᾶς, καὶ ἡ ΣΤΕΡΓΙΑΝΗ ΚΑΛΑΜΑΡΗ, γεννηθεῖσα εἰς Νέαν Μηχανιώνα, μέλλουν νὰ ἔλθουν εἰς γάμον. [398,598,592,659]
divider [792,909,1376,910]
gamoi-intro: Γνωστοποιεῖται συμφώνως τῷ ἄρθρῳ 1369 τοῦ Ἀστικοῦ Κώδικος, ὅτι: [398,73,592,110]
race-result: 4η ΙΠΠΟΔΡΟΜΙΑ: 1ος) Ποσειδῶν, χρόνος 1'43''. 2ος) Νέδα. Δίδυμον 5Χ7 δραχμαὶ 109. [595,225,789,262]
brief8-text: ΣΑΝ ΚΛΕΜΕΝΤΕ, 30. (Ἡνωμ. Τύπος).— Ὁ κ. Γκάλλιν Οὐάιτσον παρῃτήθη ἀπὸ τὴν θέσιν του. [1378,1303,1580,1341]
taxi-phone: 264-004 [155,1129,198,1141]
taxi-station: Νέα Ἐλβετία [4,1236,69,1248]
taxi-row [4,1010,198,1022]
text-eperoi: ΒΕΡΟΙΑ «Ἀπόλυτος ἔρωτας», «Ὁ ἄνδρας ποὺ ἀγάπησα». ΝΑΟΥΣΑ «Τὸ δάσος». ΕΔΕΣΣΑ «Ὁ μεγάλος δρόμος». [201,1081,395,1130]
subheading-eperoi: Ἐπαγγέλματα [201,1061,320,1080]
powder-subhead-lawsuits: 60 ΜΗΝΥΣΕΙΣ [1188,1256,1277,1268]
brief4-headline: ΜΑΡΜΑΡΟ ΠΑΡΕΣΥΡΕ ΚΑΙ ΣΚΟΤΩΣΕ ΑΤΟΜΟ [1397,695,1561,754]
brief4-text: ΛΑΡΙΣΑ, 30.— Ἕνας λατόμος ἐφονεύθη ὅταν κατεπλακώθη ἀπὸ τεμάχιον μαρμάρου εἰς λατομεῖον τοῦ Συκουρίου. Ὁ συνάδελφός του τραυματίσθη σοβαρῶς καὶ μετεφέρθη εἰς τὸ νοσοκομεῖον. [1378,792,1580,865]
brief2-text: Ὁ ἰατροδικαστὴς κ. Χουρδάκης προέβη εἰς τὴν νεκροψίαν τοῦ βρέφους ποὺ βρέθηκε σὲ κιβώτιο στὸ χωριὸ Ἅγιος Ἀθανάσιος. Ἡ ἀστυνομία ἐρευνᾷ διὰ τὴν ἀνεύρεσιν τῆς μητρός. [1378,393,1580,455]
radio-program-2: 06.00 Ξυπνήστε. 07.00 Εἰδήσεις. 07.30 Καλημέρα. 08.00 Ἐκπομπή. 08.30 Μουσική. 09.00 Εἰδήσεις. 09.30 Ἐλαφρά. 10.00 Εἰδήσεις. 10.30 Ἐκπομπή. 11.00 Δημοτικά. 12.00 Εἰδήσεις. 12.30 Ἑλληνικά. 13.00 Εἰδήσεις. 14.00 Μουσική. 15.00 Ἐκπομπή. 16.00 Εἰδήσεις. 17.00 Ἑλληνικά. 18.00 Εἰδήσεις. 19.00 Ἐκπομπή. 20.00 Εἰδήσεις. 21.00 Θέατρον. 22.00 Εἰδήσεις. 23.00 Μουσική. [201,285,395,420]
taxi-phone: 522-111 [155,1176,198,1188]
cinema-listing: ΓΑΛΟΥ τηλ. 410-753 (Χαριλάου) «Ὁ φύλακας ἄγγελος» [4,1447,198,1469]
taxi-phone: 511-940 [155,1188,198,1200]
powder-label: Κατ' ἐπίσημον ἀνακοίνωσιν [978,918,1190,933]
venice-text-2: Οἱ ὀργανωταὶ τοῦ ἐπισήμου Φεστιβὰλ ἐξέφρασαν τὴν δυσαρέσκειάν των. Ἡ ἀστυνομία παρακολουθεῖ τὰς ἐκδηλώσεις. Τὸ πλῆθος διένεμε προκηρύξεις εἰς τὰς ὁδοὺς τῆς πόλεως. [1089,1714,1376,1763]
taxi-phone: 520-121 [155,1271,198,1283]
brief5-sub: ΙΣΟΠΑΛΟΣ ΚΑΤΕΛΗΞΕ ΚΑΙ Η 20Η ΠΑΡΤΙΔΑ [1387,922,1571,951]
photo-face [882,610,1001,758]
taxi-station: Πλατεῖα Δημοκρατίας [4,1271,116,1283]
taxi-row [4,1260,198,1271]
powder-deck: Εἰς 26 ἀνῆλθον τὰ θύματα. Φόβοι μήπως ὁ ἀριθμὸς των αὐξηθῇ. Περιέχει ποσότητα ἑξαχλωροφίνης.— [825,1166,1343,1243]
taxi-row [4,1141,198,1153]
ekklisia-subheading: ΠΑΝΗΓΥΡΙΣ ΠΑΡΕΚΚΛΗΣΙΟΥ ΑΓΙΟΥ ΝΕΚΤΑΡΙΟΥ ΔΡΟΣΑΤΟΥ [6,509,196,536]
text-syncharitiria-2: Τὸν λίαν ἐπαξίως προαχθέντα εἰς τὸν βαθμὸν τοῦ γυμνασιάρχου κ. Γεώργιον Παπαγεωργίου, συγχαίρομεν θερμῶς καὶ εὐχόμεθα κάθε πρόοδον. Τὸ ΔΙΟΙΚΗΤΙΚΟΝ ΣΥΜΒΟΥΛΙΟΝ. [4,291,198,364]
taxi-row [4,1295,198,1307]
taxi-row [4,1164,198,1176]
taxi-phone: 234-173 [155,1069,198,1081]
brief3-sub: ΣΥΝΕΛΗΦΘΗΣΑΝ ΔΥΟ ΔΑΛΑΔΟΙ [1407,562,1551,591]
taxi-station: Κάτω Τούμπα [4,1188,73,1200]
article-title-railway: Τὸ νέον συμβόλαιον τῶν σιδηροδρομικῶν [213,681,383,714]
taxi-row [4,974,198,986]
venice-text: ΒΕΝΕΤΙΑ, 30. (Ἡνωμ. Τύπος).— Τὸ «ἀντιφεστιβάλ» τοῦ κινηματογράφου ἤρχισε ἐνῶ διεξάγεται τὸ ἐπίσημον Φεστιβὰλ τῆς Βενετίας. Γνωστοὶ σκηνοθέται, ὅπως ὁ Μπερτολούτσι καὶ ὁ Μπελλόκιο, ἔλαβον μέρος εἰς τὴν ἐκδήλωσιν, τὴν ὁποίαν ὑποστηρίζουν ἀριστεραὶ ὀργανώσεις. Προβάλλονται ταινίαι πολιτικοῦ περιεχομένου. Ὁ ἠθοποιὸς Τζιὰν Μαρία Βολλοντὲ ἀπηύθυνε χαιρετισμὸν πρὸς τοὺς θεατάς. [792,1693,1079,1802]
taxi-row [4,1283,198,1295]
taxi-station: Μαρτίου [4,1200,49,1212]
taxi-row [4,1093,198,1105]
taxi-row [4,1319,198,1331]
brief4-kicker: ΣΤΟ ΣΥΚΟΥΡΙΟ [1430,674,1529,689]
lead-headline-line-3: τὴν ὑπέργηρον ἐπαῖτιδα [849,232,1319,368]
section-header-gamoi: Μέλλοντες γάμοι [398,6,592,67]
